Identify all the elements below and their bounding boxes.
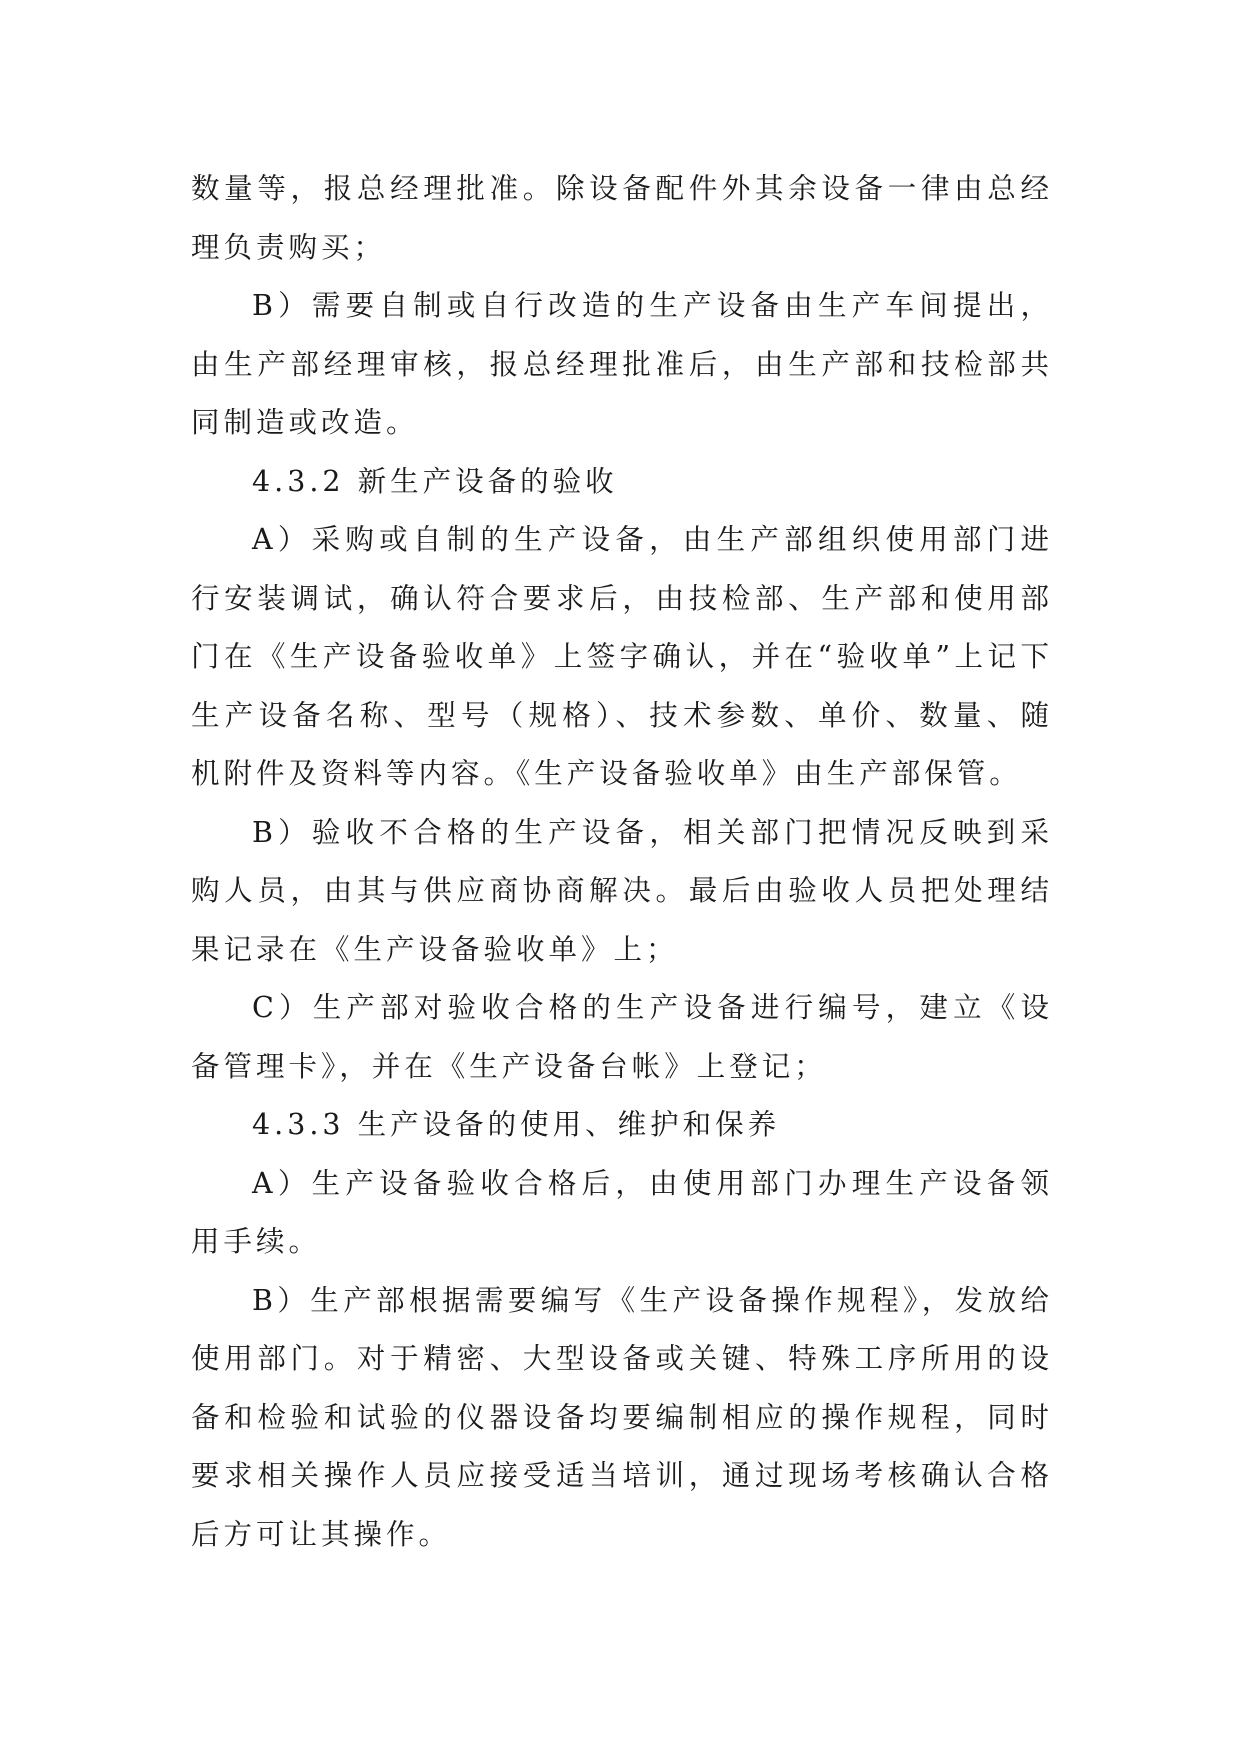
paragraph-b-unqualified: B）验收不合格的生产设备，相关部门把情况反映到采购人员，由其与供应商协商解决。最后由验收人员把处理结果记录在《生产设备验收单》上； (191, 815, 1053, 966)
paragraph-continuation: 数量等，报总经理批准。除设备配件外其余设备一律由总经理负责购买； (191, 172, 1053, 264)
paragraph-b-operating-procedures: B）生产部根据需要编写《生产设备操作规程》，发放给使用部门。对于精密、大型设备或关键、特殊工序所用的设备和检验和试验的仪器设备均要编制相应的操作规程，同时要求相关操作人员应接受适当培训，通过现场考核确认合格后方可让其操作。 (191, 1283, 1053, 1551)
document-body (191, 160, 1053, 1564)
paragraph-a-usage: A）生产设备验收合格后，由使用部门办理生产设备领用手续。 (191, 1166, 1053, 1258)
section-heading-4-3-3: 4.3.3 生产设备的使用、维护和保养 (252, 1108, 781, 1141)
paragraph-a-acceptance: A）采购或自制的生产设备，由生产部组织使用部门进行安装调试，确认符合要求后，由技检部、生产部和使用部门在《生产设备验收单》上签字确认，并在“验收单”上记下生产设备名称、型号（规格）、技术参数、单价、数量、随机附件及资料等内容。《生产设备验收单》由生产部保管。 (191, 523, 1053, 790)
section-heading-4-3-2: 4.3.2 新生产设备的验收 (252, 464, 618, 498)
paragraph-c-numbering: C）生产部对验收合格的生产设备进行编号，建立《设备管理卡》，并在《生产设备台帐》上登记； (191, 991, 1053, 1083)
paragraph-b-self-made-equipment: B）需要自制或自行改造的生产设备由生产车间提出，由生产部经理审核，报总经理批准后，由生产部和技检部共同制造或改造。 (191, 289, 1053, 439)
